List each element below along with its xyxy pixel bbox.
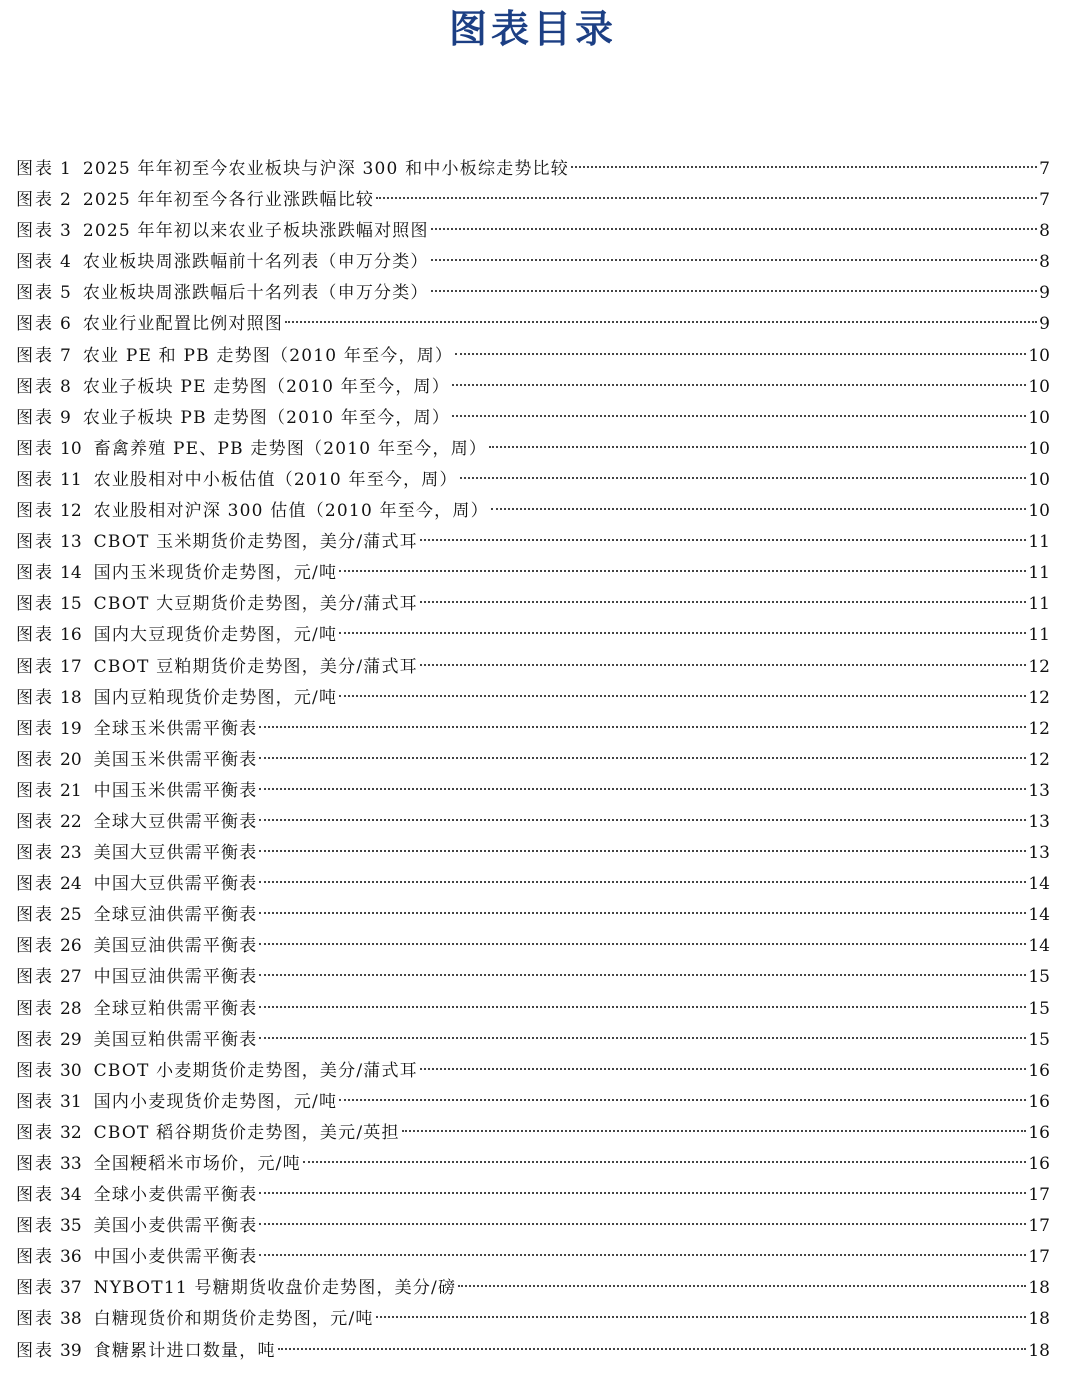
toc-entry-number: 4	[60, 252, 71, 273]
toc-entry[interactable]	[16, 683, 1050, 714]
toc-entry-number: 19	[60, 718, 82, 739]
toc-entry-number: 29	[60, 1029, 82, 1050]
toc-entry-number: 20	[60, 749, 82, 770]
toc-entry-title: 农业股相对沪深 300 估值（2010 年至今，周）	[93, 501, 489, 522]
toc-entry-page-number: 12	[1028, 718, 1050, 739]
toc-entry-page-number: 8	[1039, 221, 1050, 242]
toc-entry-number: 31	[60, 1091, 82, 1112]
toc-entry[interactable]	[16, 1180, 1050, 1211]
dot-leader	[455, 353, 1026, 355]
toc-entry[interactable]	[16, 247, 1050, 278]
toc-entry[interactable]	[16, 807, 1050, 838]
toc-entry-title: 国内豆粕现货价走势图，元/吨	[93, 687, 338, 708]
toc-entry-title: 2025 年年初至今各行业涨跌幅比较	[82, 190, 375, 211]
toc-entry-title: 2025 年年初至今农业板块与沪深 300 和中小板综走势比较	[82, 159, 569, 179]
dot-leader	[259, 943, 1026, 945]
toc-entry-number: 5	[60, 283, 71, 304]
dot-leader	[458, 1285, 1026, 1287]
dot-leader	[339, 695, 1026, 697]
dot-leader	[259, 912, 1026, 914]
toc-entry-number: 13	[60, 532, 82, 553]
toc-entry-label: 图表	[16, 407, 54, 428]
toc-entry-label: 图表	[16, 1091, 54, 1112]
toc-entry-number: 30	[60, 1060, 82, 1081]
toc-entry-page-number: 13	[1028, 780, 1050, 801]
toc-entry-page-number: 11	[1028, 532, 1050, 553]
toc-entry-title: 农业板块周涨跌幅后十名列表（申万分类）	[82, 283, 429, 304]
toc-entry-page-number: 16	[1028, 1122, 1050, 1143]
toc-entry-number: 17	[60, 656, 82, 677]
toc-entry-label: 图表	[16, 469, 54, 490]
dot-leader	[571, 166, 1037, 168]
toc-entry[interactable]	[16, 1211, 1050, 1242]
dot-leader	[278, 1348, 1027, 1350]
toc-entry-label: 图表	[16, 625, 54, 646]
toc-entry-label: 图表	[16, 532, 54, 553]
toc-entry-page-number: 12	[1028, 687, 1050, 708]
toc-entry-label: 图表	[16, 1309, 54, 1330]
toc-entry-page-number: 18	[1028, 1309, 1050, 1330]
toc-entry-title: 国内小麦现货价走势图，元/吨	[93, 1091, 338, 1112]
toc-entry-label: 图表	[16, 687, 54, 708]
toc-entry-number: 7	[60, 345, 71, 366]
toc-entry[interactable]	[16, 1025, 1050, 1056]
toc-entry-number: 27	[60, 967, 82, 988]
dot-leader	[339, 1099, 1026, 1101]
toc-entry-title: 美国小麦供需平衡表	[93, 1216, 258, 1237]
toc-entry-title: 国内大豆现货价走势图，元/吨	[93, 625, 338, 646]
dot-leader	[259, 1192, 1026, 1194]
toc-entry[interactable]	[16, 1149, 1050, 1180]
toc-entry[interactable]	[16, 838, 1050, 869]
toc-entry-title: CBOT 小麦期货价走势图，美分/蒲式耳	[93, 1060, 418, 1081]
toc-entry-label: 图表	[16, 283, 54, 304]
dot-leader	[303, 1161, 1027, 1163]
toc-entry[interactable]	[16, 558, 1050, 589]
toc-entry-page-number: 10	[1028, 501, 1050, 522]
toc-entry-label: 图表	[16, 718, 54, 739]
toc-entry[interactable]	[16, 1273, 1050, 1304]
toc-entry[interactable]	[16, 869, 1050, 900]
toc-entry-number: 11	[60, 469, 82, 490]
toc-entry-number: 34	[60, 1185, 82, 1206]
toc-entry-label: 图表	[16, 780, 54, 801]
toc-entry[interactable]	[16, 1304, 1050, 1335]
toc-entry[interactable]	[16, 372, 1050, 403]
toc-entry[interactable]	[16, 403, 1050, 434]
toc-entry-title: 农业股相对中小板估值（2010 年至今，周）	[93, 469, 458, 490]
toc-entry-page-number: 18	[1028, 1278, 1050, 1299]
toc-entry-title: 全球豆粕供需平衡表	[93, 998, 258, 1019]
toc-entry-title: CBOT 豆粕期货价走势图，美分/蒲式耳	[93, 656, 418, 677]
toc-entry-page-number: 17	[1028, 1185, 1050, 1206]
toc-entry-page-number: 16	[1028, 1091, 1050, 1112]
toc-entry[interactable]	[16, 931, 1050, 962]
toc-entry-title: 全球小麦供需平衡表	[93, 1185, 258, 1206]
toc-entry-label: 图表	[16, 656, 54, 677]
toc-entry-number: 26	[60, 936, 82, 957]
toc-entry-label: 图表	[16, 1247, 54, 1268]
toc-entry-page-number: 14	[1028, 874, 1050, 895]
toc-entry-label: 图表	[16, 998, 54, 1019]
table-of-figures	[16, 154, 1050, 1367]
toc-entry[interactable]	[16, 900, 1050, 931]
page-title: 图表目录	[448, 7, 617, 51]
toc-entry-page-number: 17	[1028, 1247, 1050, 1268]
toc-entry-page-number: 11	[1028, 625, 1050, 646]
toc-entry-number: 39	[60, 1340, 82, 1361]
toc-entry-page-number: 15	[1028, 1029, 1050, 1050]
dot-leader	[339, 632, 1026, 634]
toc-entry-title: 美国玉米供需平衡表	[93, 749, 258, 770]
toc-entry-number: 23	[60, 843, 82, 864]
toc-entry-label: 图表	[16, 843, 54, 864]
toc-entry-label: 图表	[16, 563, 54, 584]
toc-entry-label: 图表	[16, 314, 54, 335]
toc-entry-number: 25	[60, 905, 82, 926]
toc-entry-page-number: 18	[1028, 1340, 1050, 1361]
toc-entry[interactable]	[16, 309, 1050, 340]
toc-entry-number: 1	[60, 159, 71, 179]
dot-leader	[259, 1006, 1026, 1008]
toc-entry-title: 2025 年年初以来农业子板块涨跌幅对照图	[82, 221, 429, 242]
toc-entry-page-number: 13	[1028, 843, 1050, 864]
toc-entry-page-number: 11	[1028, 563, 1050, 584]
toc-entry-label: 图表	[16, 874, 54, 895]
toc-entry-number: 16	[60, 625, 82, 646]
toc-entry[interactable]	[16, 1118, 1050, 1149]
toc-entry-number: 10	[60, 438, 82, 459]
toc-entry-page-number: 9	[1039, 314, 1050, 335]
toc-entry-number: 21	[60, 780, 82, 801]
dot-leader	[259, 1254, 1026, 1256]
toc-entry-page-number: 10	[1028, 407, 1050, 428]
toc-entry-label: 图表	[16, 1060, 54, 1081]
toc-entry-page-number: 12	[1028, 656, 1050, 677]
dot-leader	[452, 384, 1026, 386]
toc-entry-page-number: 8	[1039, 252, 1050, 273]
toc-entry-title: 农业子板块 PB 走势图（2010 年至今，周）	[82, 407, 451, 428]
toc-entry-title: CBOT 稻谷期货价走势图，美元/英担	[93, 1122, 400, 1143]
dot-leader	[489, 446, 1026, 448]
toc-entry-page-number: 11	[1028, 594, 1050, 615]
toc-entry-label: 图表	[16, 594, 54, 615]
toc-entry-page-number: 9	[1039, 283, 1050, 304]
toc-entry-page-number: 14	[1028, 905, 1050, 926]
dot-leader	[420, 539, 1026, 541]
toc-entry-page-number: 12	[1028, 749, 1050, 770]
dot-leader	[259, 757, 1026, 759]
toc-entry[interactable]	[16, 714, 1050, 745]
toc-entry-title: 食糖累计进口数量，吨	[93, 1340, 276, 1361]
dot-leader	[339, 570, 1026, 572]
toc-entry-number: 24	[60, 874, 82, 895]
toc-entry-page-number: 10	[1028, 469, 1050, 490]
toc-entry-title: 农业 PE 和 PB 走势图（2010 年至今，周）	[82, 345, 454, 366]
toc-entry[interactable]	[16, 652, 1050, 683]
dot-leader	[420, 1068, 1026, 1070]
dot-leader	[460, 477, 1027, 479]
toc-entry-page-number: 15	[1028, 998, 1050, 1019]
toc-entry[interactable]	[16, 185, 1050, 216]
toc-entry-label: 图表	[16, 749, 54, 770]
toc-entry-number: 38	[60, 1309, 82, 1330]
toc-entry-number: 8	[60, 376, 71, 397]
toc-entry-number: 9	[60, 407, 71, 428]
toc-entry[interactable]	[16, 962, 1050, 993]
toc-entry-title: 畜禽养殖 PE、PB 走势图（2010 年至今，周）	[93, 438, 488, 459]
toc-entry-number: 35	[60, 1216, 82, 1237]
toc-entry[interactable]	[16, 994, 1050, 1025]
toc-entry-label: 图表	[16, 345, 54, 366]
toc-entry-label: 图表	[16, 1340, 54, 1361]
dot-leader	[259, 1037, 1026, 1039]
toc-entry-number: 18	[60, 687, 82, 708]
toc-entry-label: 图表	[16, 811, 54, 832]
toc-entry-number: 36	[60, 1247, 82, 1268]
toc-entry-label: 图表	[16, 1185, 54, 1206]
toc-entry-page-number: 17	[1028, 1216, 1050, 1237]
toc-entry[interactable]	[16, 154, 1050, 185]
toc-entry-label: 图表	[16, 905, 54, 926]
toc-entry-title: 中国大豆供需平衡表	[93, 874, 258, 895]
toc-entry-label: 图表	[16, 501, 54, 522]
dot-leader	[259, 850, 1026, 852]
toc-entry[interactable]	[16, 1242, 1050, 1273]
toc-entry-title: 中国豆油供需平衡表	[93, 967, 258, 988]
dot-leader	[259, 881, 1026, 883]
toc-entry-page-number: 16	[1028, 1060, 1050, 1081]
toc-entry[interactable]	[16, 745, 1050, 776]
dot-leader	[431, 228, 1037, 230]
toc-entry-page-number: 7	[1039, 190, 1050, 211]
toc-entry-number: 33	[60, 1154, 82, 1174]
toc-entry-label: 图表	[16, 1278, 54, 1299]
toc-entry[interactable]	[16, 278, 1050, 309]
toc-entry-title: CBOT 玉米期货价走势图，美分/蒲式耳	[93, 532, 418, 553]
toc-entry[interactable]	[16, 341, 1050, 372]
toc-entry-title: 农业板块周涨跌幅前十名列表（申万分类）	[82, 252, 429, 273]
toc-entry-label: 图表	[16, 221, 54, 242]
toc-entry-title: CBOT 大豆期货价走势图，美分/蒲式耳	[93, 594, 418, 615]
toc-entry-number: 37	[60, 1278, 82, 1299]
dot-leader	[376, 1316, 1027, 1318]
toc-entry-page-number: 10	[1028, 376, 1050, 397]
toc-entry-title: NYBOT11 号糖期货收盘价走势图，美分/磅	[93, 1278, 457, 1299]
toc-entry-label: 图表	[16, 252, 54, 273]
toc-entry[interactable]	[16, 620, 1050, 651]
dot-leader	[259, 726, 1026, 728]
toc-entry-label: 图表	[16, 190, 54, 211]
dot-leader	[431, 290, 1038, 292]
dot-leader	[259, 788, 1026, 790]
toc-entry[interactable]	[16, 1336, 1050, 1367]
toc-entry-number: 2	[60, 190, 71, 211]
toc-entry-label: 图表	[16, 376, 54, 397]
toc-entry-number: 22	[60, 811, 82, 832]
toc-entry-number: 12	[60, 501, 82, 522]
dot-leader	[420, 664, 1026, 666]
toc-entry-number: 3	[60, 221, 71, 242]
toc-entry[interactable]	[16, 1087, 1050, 1118]
dot-leader	[259, 1223, 1026, 1225]
toc-entry-title: 农业子板块 PE 走势图（2010 年至今，周）	[82, 376, 450, 397]
toc-entry-title: 白糖现货价和期货价走势图，元/吨	[93, 1309, 374, 1330]
dot-leader	[285, 321, 1037, 323]
toc-entry-title: 美国豆粕供需平衡表	[93, 1029, 258, 1050]
toc-entry-label: 图表	[16, 159, 54, 179]
toc-entry-title: 中国玉米供需平衡表	[93, 780, 258, 801]
toc-entry-label: 图表	[16, 1122, 54, 1143]
dot-leader	[376, 197, 1037, 199]
toc-entry-label: 图表	[16, 1216, 54, 1237]
dot-leader	[259, 974, 1026, 976]
toc-entry-title: 美国大豆供需平衡表	[93, 843, 258, 864]
toc-entry-number: 32	[60, 1122, 82, 1143]
toc-entry-number: 28	[60, 998, 82, 1019]
dot-leader	[420, 601, 1026, 603]
toc-entry-page-number: 14	[1028, 936, 1050, 957]
toc-entry-title: 全国粳稻米市场价，元/吨	[93, 1154, 301, 1174]
dot-leader	[431, 259, 1038, 261]
toc-entry-page-number: 10	[1028, 345, 1050, 366]
toc-entry[interactable]	[16, 776, 1050, 807]
toc-entry[interactable]	[16, 216, 1050, 247]
toc-entry[interactable]	[16, 434, 1050, 465]
toc-entry-page-number: 15	[1028, 967, 1050, 988]
toc-entry-label: 图表	[16, 967, 54, 988]
dot-leader	[452, 415, 1026, 417]
toc-entry-page-number: 10	[1028, 438, 1050, 459]
toc-entry-label: 图表	[16, 1154, 54, 1174]
toc-entry[interactable]	[16, 527, 1050, 558]
toc-entry-title: 全球豆油供需平衡表	[93, 905, 258, 926]
toc-entry-label: 图表	[16, 1029, 54, 1050]
toc-entry[interactable]	[16, 589, 1050, 620]
toc-entry-title: 中国小麦供需平衡表	[93, 1247, 258, 1268]
dot-leader	[491, 508, 1027, 510]
toc-entry-number: 6	[60, 314, 71, 335]
toc-entry-label: 图表	[16, 438, 54, 459]
toc-entry-title: 国内玉米现货价走势图，元/吨	[93, 563, 338, 584]
dot-leader	[402, 1130, 1027, 1132]
toc-entry[interactable]	[16, 1056, 1050, 1087]
toc-entry-title: 美国豆油供需平衡表	[93, 936, 258, 957]
toc-entry-page-number: 13	[1028, 811, 1050, 832]
toc-entry-number: 15	[60, 594, 82, 615]
toc-entry-title: 全球大豆供需平衡表	[93, 811, 258, 832]
toc-entry-label: 图表	[16, 936, 54, 957]
dot-leader	[259, 819, 1026, 821]
toc-entry-number: 14	[60, 563, 82, 584]
toc-entry[interactable]	[16, 465, 1050, 496]
toc-entry[interactable]	[16, 496, 1050, 527]
toc-entry-page-number: 16	[1028, 1154, 1050, 1174]
toc-entry-page-number: 7	[1039, 159, 1050, 179]
toc-entry-title: 全球玉米供需平衡表	[93, 718, 258, 739]
toc-entry-title: 农业行业配置比例对照图	[82, 314, 284, 335]
